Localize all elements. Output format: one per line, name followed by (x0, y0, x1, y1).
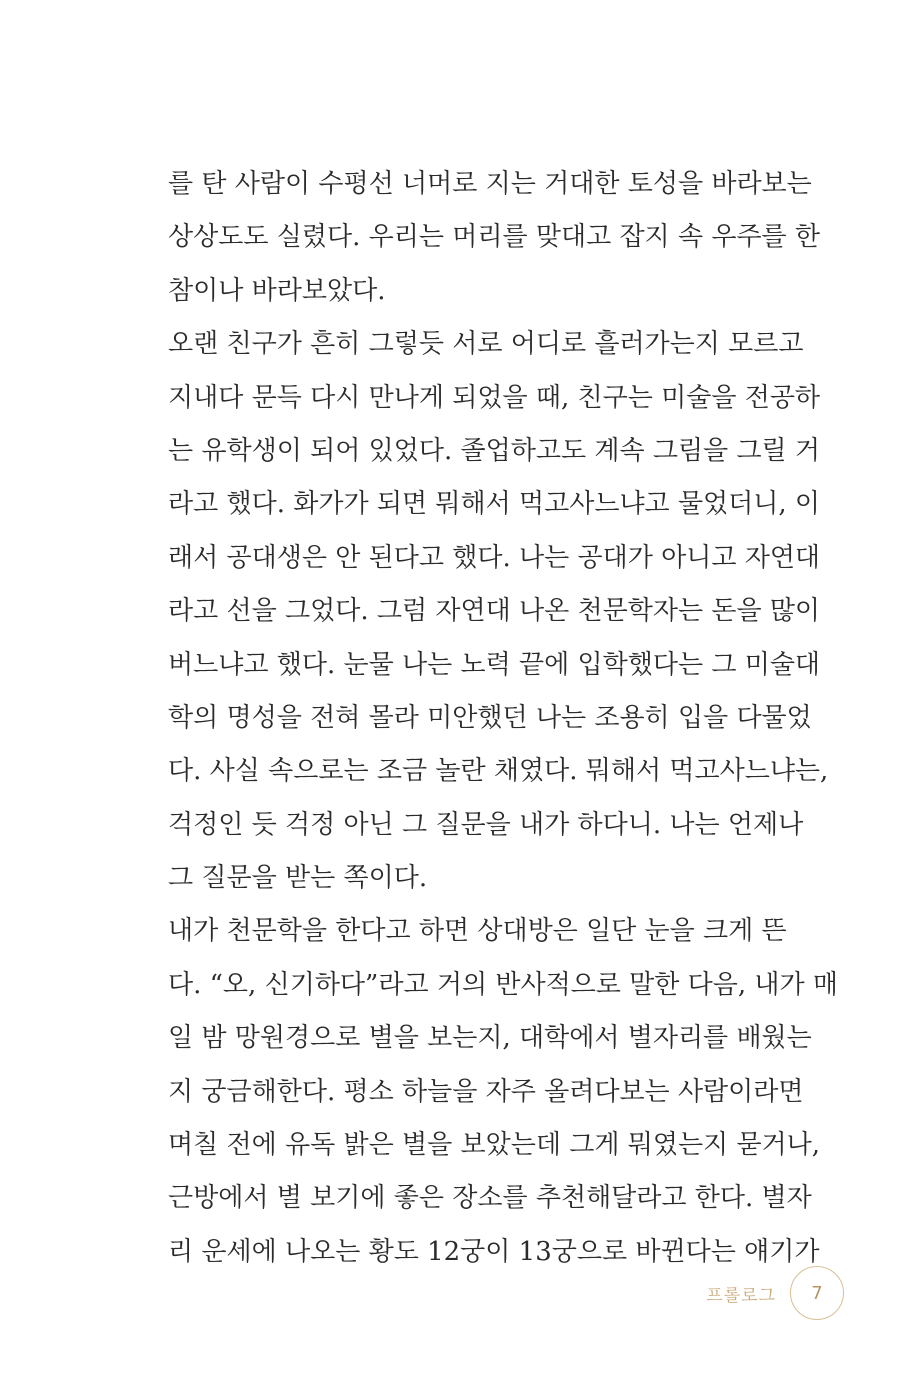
text-line: 지내다 문득 다시 만나게 되었을 때, 친구는 미술을 전공하 (168, 382, 821, 413)
text-line: 그 질문을 받는 쪽이다. (168, 863, 428, 894)
text-line: 다. “오, 신기하다”라고 거의 반사적으로 말한 다음, 내가 매 (168, 969, 839, 1000)
text-line: 는 유학생이 되어 있었다. 졸업하고도 계속 그림을 그릴 거 (168, 435, 821, 466)
text-line: 리 운세에 나오는 황도 12궁이 13궁으로 바뀐다는 얘기가 (168, 1236, 820, 1267)
text-line: 래서 공대생은 안 된다고 했다. 나는 공대가 아니고 자연대 (168, 542, 821, 573)
body-text (168, 158, 839, 1279)
page-footer (706, 1266, 844, 1320)
text-line: 참이나 바라보았다. (168, 275, 386, 306)
chapter-label: 프롤로그 (706, 1285, 776, 1306)
text-line: 버느냐고 했다. 눈물 나는 노력 끝에 입학했다는 그 미술대 (168, 649, 821, 680)
page-number: 7 (790, 1266, 844, 1320)
text-line: 내가 천문학을 한다고 하면 상대방은 일단 눈을 크게 뜬 (168, 916, 787, 947)
text-line: 근방에서 별 보기에 좋은 장소를 추천해달라고 한다. 별자 (168, 1183, 812, 1214)
text-line: 지 궁금해한다. 평소 하늘을 자주 올려다보는 사람이라면 (168, 1076, 804, 1107)
text-line: 며칠 전에 유독 밝은 별을 보았는데 그게 뭐였는지 묻거나, (168, 1130, 821, 1161)
text-line: 상상도도 실렸다. 우리는 머리를 맞대고 잡지 속 우주를 한 (168, 222, 821, 253)
text-line: 다. 사실 속으로는 조금 놀란 채였다. 뭐해서 먹고사느냐는, (168, 756, 829, 787)
text-line: 걱정인 듯 걱정 아닌 그 질문을 내가 하다니. 나는 언제나 (168, 809, 804, 840)
text-line: 라고 선을 그었다. 그럼 자연대 나온 천문학자는 돈을 많이 (168, 596, 821, 627)
text-line: 오랜 친구가 흔히 그렇듯 서로 어디로 흘러가는지 모르고 (168, 329, 804, 360)
text-line: 일 밤 망원경으로 별을 보는지, 대학에서 별자리를 배웠는 (168, 1023, 812, 1054)
text-line: 를 탄 사람이 수평선 너머로 지는 거대한 토성을 바라보는 (168, 169, 812, 199)
text-line: 라고 했다. 화가가 되면 뭐해서 먹고사느냐고 물었더니, 이 (168, 489, 821, 520)
text-line: 학의 명성을 전혀 몰라 미안했던 나는 조용히 입을 다물었 (168, 702, 812, 733)
